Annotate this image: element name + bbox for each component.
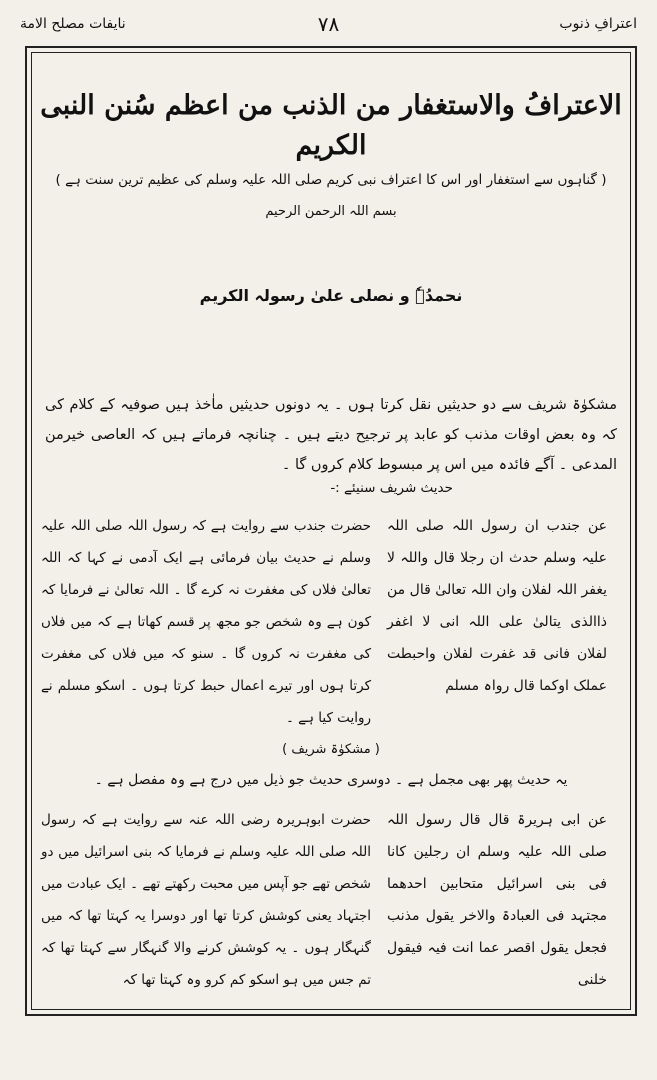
source-reference: ( مشکوٰۃ شریف )	[282, 742, 380, 757]
hadith2-arabic: عن ابی ہریرۃ قال قال رسول اللہ صلی اللہ علیہ وسلم ان رجلین کانا فی بنی اسرائیل متحابین احدھما مجتہد فی العبادۃ والاخر یقول مذنب فجعل یقول اقصر عما انت فیہ فیقول خلنی	[387, 812, 607, 988]
hadith1-arabic: عن جندب ان رسول اللہ صلی اللہ علیہ وسلم حدث ان رجلا قال واللہ لا یغفر اللہ لفلان وان اللہ تعالیٰ قال من ذاالذی یتالیٰ علی اللہ انی لا اغفر لفلان فانی قد غفرت لفلان واحبطت عملک اوکما قال رواہ مسلم	[387, 518, 607, 694]
hadith-heading: حدیث شریف سنیئے :-	[330, 480, 453, 496]
content-frame	[25, 46, 637, 1016]
intro-paragraph: مشکوٰۃ شریف سے دو حدیثیں نقل کرتا ہوں ۔ یہ دونوں حدیثیں ماٰخذ ہیں صوفیہ کے کلام کی کہ وہ بعض اوقات مذنب کو عابد پر ترجیح دیتے ہیں ۔ چنانچہ فرماتے ہیں کہ العاصی خیرمن المدعی ۔ آگے فائدہ میں اس پر مبسوط کلام کروں گا ۔	[45, 397, 617, 473]
running-title: اعترافِ ذنوب	[559, 16, 637, 32]
hamd-line: نحمدُہٗ و نصلی علیٰ رسولہ الکریم	[199, 286, 463, 305]
book-title: نایفات مصلح الامة	[20, 16, 126, 32]
transition-line: یہ حدیث پھر بھی مجمل ہے ۔ دوسری حدیث جو ذیل میں درج ہے وہ مفصل ہے ۔	[94, 772, 568, 788]
hadith1-urdu: حضرت جندب سے روایت ہے کہ رسول اللہ صلی اللہ علیہ وسلم نے حدیث بیان فرمائی ہے ایک آدمی نے کہا کہ اللہ تعالیٰ فلاں کی مغفرت نہ کرے گا ۔ اللہ تعالیٰ نے فرمایا کہ کون ہے وہ شخص جو مجھ پر قسم کھاتا ہے کہ میں فلاں کی مغفرت نہ کروں گا ۔ سنو کہ میں فلاں کی مغفرت کرتا ہوں اور تیرے اعمال حبط کرتا ہوں ۔ اسکو مسلم نے روایت کیا ہے ۔	[41, 518, 371, 726]
page-number: ۷۸	[317, 12, 340, 36]
chapter-title: الاعترافُ والاستغفار من الذنب من اعظم سُنن النبی الکریم	[40, 90, 622, 161]
page-header	[20, 10, 637, 44]
bismillah: بسم اللہ الرحمن الرحیم	[265, 204, 397, 219]
hadith2-urdu: حضرت ابوہریرہ رضی اللہ عنہ سے روایت ہے کہ رسول اللہ صلی اللہ علیہ وسلم نے فرمایا کہ بنی اسرائیل میں دو شخص تھے جو آپس میں محبت رکھتے تھے ۔ ایک عبادت میں اجتہاد یعنی کوشش کرتا تھا اور دوسرا یہ کہتا تھا کہ میں گنہگار ہوں ۔ یہ کوشش کرنے والا گنہگار سے کہتا تھا کہ تم جس میں ہو اسکو کم کرو وہ کہتا تھا کہ	[41, 812, 371, 988]
chapter-subtitle: ( گناہوں سے استغفار اور اس کا اعتراف نبی کریم صلی اللہ علیہ وسلم کی عظیم ترین سنت ہے )	[55, 172, 607, 188]
